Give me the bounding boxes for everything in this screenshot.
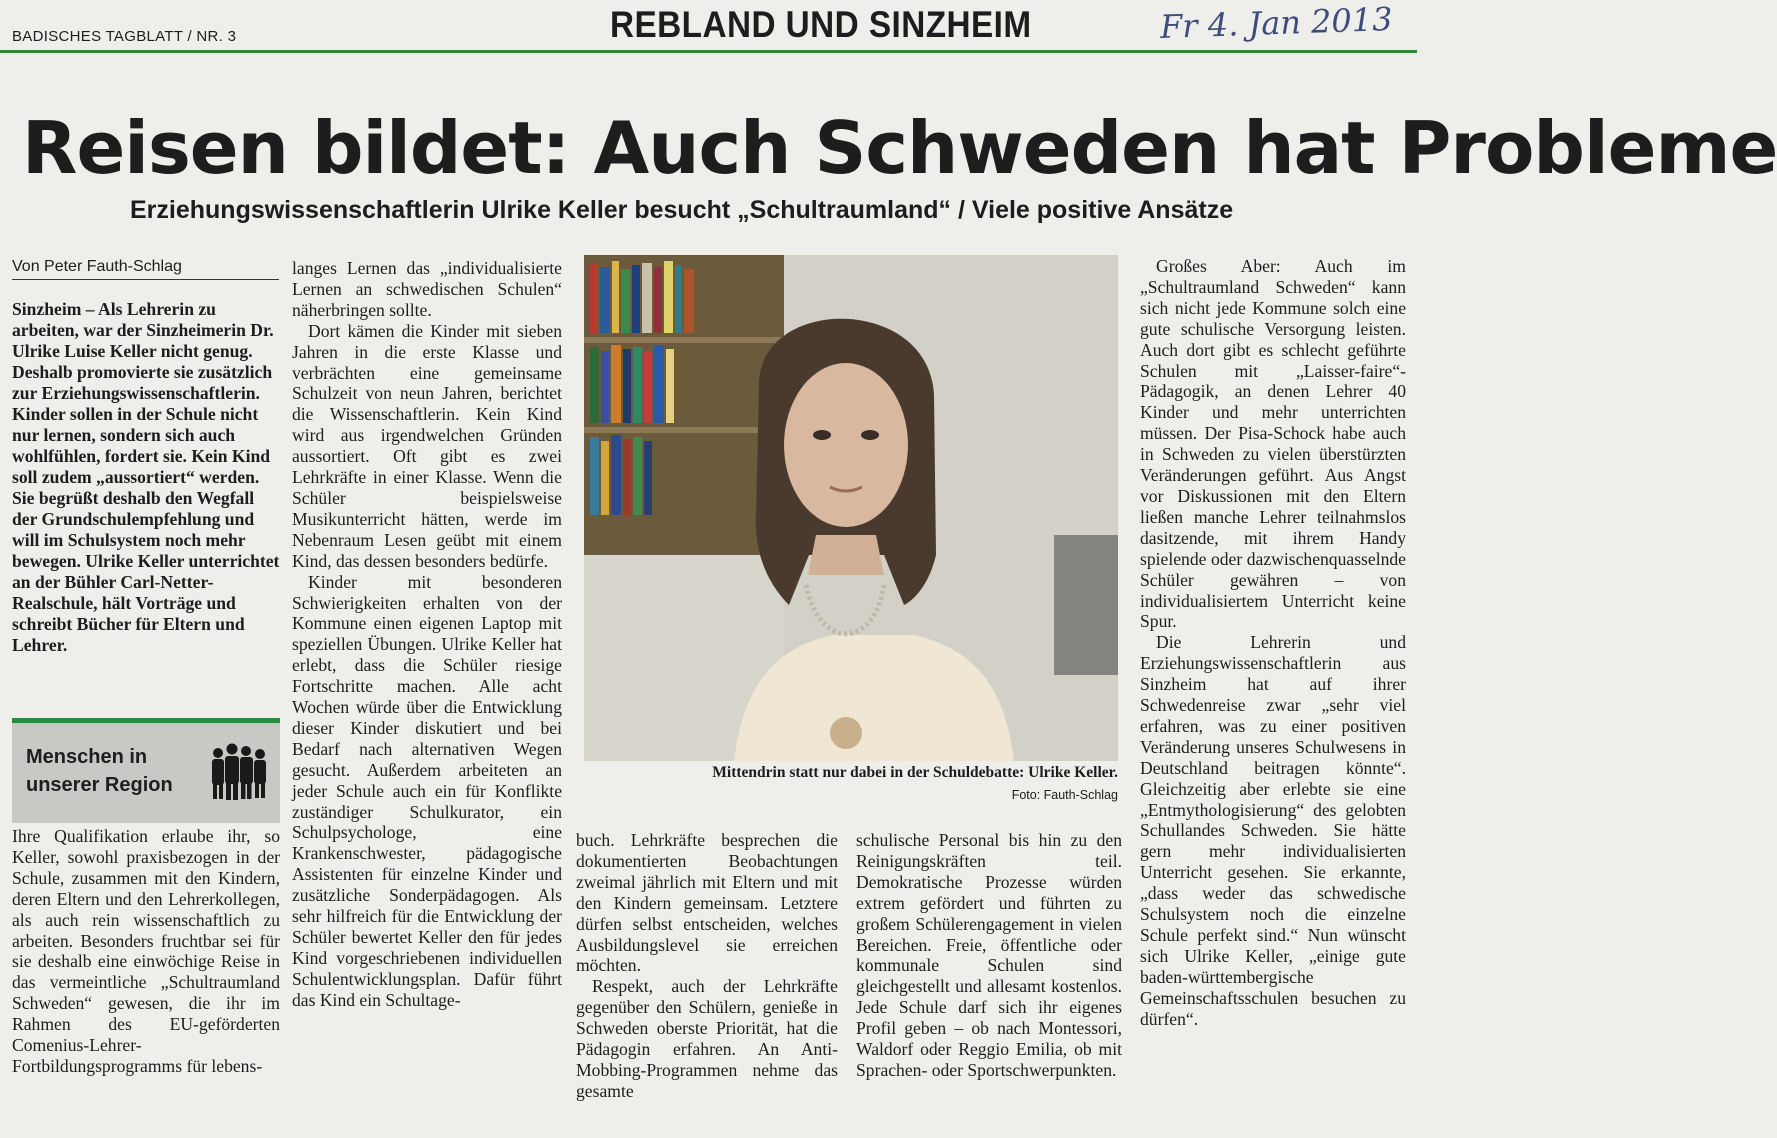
paragraph: Ihre Qualifikation erlaube ihr, so Keller, sowohl praxisbezogen in der Schule, zusammen mit den Kindern, deren Eltern und den Lehrerkollegen, als auch rein wissenschaftlich zu arbeiten. Besonders fruchtbar sei für sie deshalb eine einwöchige Reise in das vermeintliche „Schultraumland Schweden“ gewesen, die ihr im Rahmen des EU-geförderten Comenius-Lehrer-Fortbildungsprogramms für lebens- — [12, 826, 280, 1076]
paragraph: Respekt, auch der Lehrkräfte gegenüber den Schülern, genieße in Schweden oberste Priorität, hat die Pädagogin erfahren. An Anti-Mobbing-Programmen nehme das gesamte — [576, 976, 838, 1101]
byline: Von Peter Fauth-Schlag — [12, 258, 182, 275]
paragraph: Dort kämen die Kinder mit sieben Jahren in die erste Klasse und verbrächten eine gemeinsame Schulzeit von neun Jahren, berichtet die Wissenschaftlerin. Kein Kind wird aus irgendwelchen Gründen aussortiert. Oft gibt es zwei Lehrkräfte in einer Klasse. Wenn die Schüler beispielsweise Musikunterricht hätten, werde im Nebenraum Lesen geübt mit einem Kind, das dessen besonders bedürfe. — [292, 320, 562, 571]
people-group-icon — [208, 739, 270, 801]
byline-rule — [12, 279, 279, 280]
region-series-label — [26, 743, 173, 799]
headline: Reisen bildet: Auch Schweden hat Probleme — [22, 106, 1777, 190]
newspaper-name: BADISCHES TAGBLATT / NR. 3 — [12, 28, 237, 45]
paragraph: Kinder mit besonderen Schwierigkeiten erhalten von der Kommune einen eigenen Laptop mit speziellen Übungen. Ulrike Keller hat erlebt, dass die Schüler riesige Fortschritte machen. Alle acht Wochen würde über die Entwicklung dieser Kinder diskutiert und bei Bedarf nach alternativen Wegen gesucht. Außerdem arbeiteten an jeder Schule auch ein für Konflikte zuständiger Schulkurator, ein Schulpsychologe, eine Krankenschwester, pädagogische Assistenten für einzelne Kinder und zusätzliche Sonderpädagogen. Als sehr hilfreich für die Entwicklung der Schüler bewertet Keller den für jedes Kind vorgeschriebenen individuellen Schulentwicklungsplan. Dafür führt das Kind ein Schultage- — [292, 571, 562, 1010]
section-title: REBLAND UND SINZHEIM — [610, 4, 1032, 45]
handwritten-date: Fr 4. Jan 2013 — [1159, 0, 1394, 47]
photo-credit: Foto: Fauth-Schlag — [1011, 788, 1118, 802]
lead-paragraph: Sinzheim – Als Lehrerin zu arbeiten, war der Sinzheimerin Dr. Ulrike Luise Keller nicht genug. Deshalb promovierte sie zusätzlich zur Erziehungswissenschaftlerin. Kinder sollen in der Schule nicht nur lernen, sondern sich auch wohlfühlen, fordert sie. Kein Kind soll zudem „aussortiert“ werden. Sie begrüßt deshalb den Wegfall der Grundschulempfehlung und will im Schulsystem noch mehr bewegen. Ulrike Keller unterrichtet an der Bühler Carl-Netter-Realschule, hält Vorträge und schreibt Bücher für Eltern und Lehrer. — [12, 299, 280, 655]
subheadline: Erziehungswissenschaftlerin Ulrike Keller besucht „Schultraumland“ / Viele positive Ansätze — [130, 196, 1234, 224]
article-column-2 — [292, 258, 562, 1138]
article-column-4 — [856, 830, 1122, 1138]
article-column-5 — [1140, 256, 1406, 1138]
paragraph: schulische Personal bis hin zu den Reinigungskräften teil. Demokratische Prozesse würden extrem gefördert und führten zu großem Schülerengagement in vielen Bereichen. Freie, öffentliche oder kommunale Schulen sind gleichgestellt und allesamt kostenlos. Jede Schule darf sich ihr eigenes Profil geben – ob nach Montessori, Waldorf oder Reggio Emilia, ob mit Sprachen- oder Sportschwerpunkten. — [856, 830, 1122, 1080]
region-series-label-line-2: unserer Region — [26, 774, 173, 796]
paragraph: Die Lehrerin und Erziehungswissenschaftlerin aus Sinzheim hat auf ihrer Schwedenreise zwar „sehr viel erfahren, was zu einer positiven Veränderung unseres Schulwesens in Deutschland beitragen könnte“. Gleichzeitig aber erlebte sie eine „Entmythologisierung“ des gelobten Schullandes Schweden. Sie hätte gern mehr individualisierten Unterricht gesehen. Sie erkannte, „dass weder das schwedische Schulsystem noch die einzelne Schule perfekt sind.“ Nun wünscht sich Ulrike Keller, „einige gute baden-württembergische Gemeinschaftsschulen besuchen zu dürfen“. — [1140, 632, 1406, 1029]
paragraph: langes Lernen das „individualisierte Lernen an schwedischen Schulen“ näherbringen sollte. — [292, 258, 562, 320]
header-rule — [0, 50, 1417, 53]
paragraph: Großes Aber: Auch im „Schultraumland Schweden“ kann sich nicht jede Kommune solch eine gute schulische Versorgung leisten. Auch dort gibt es schlecht geführte Schulen mit „Laisser-faire“-Pädagogik, an denen Lehrer 40 Kinder und mehr unterrichten müssen. Der Pisa-Schock habe auch in Schweden zu vielen überstürzten Veränderungen geführt. Aus Angst vor Diskussionen mit den Eltern ließen manche Lehrer teilnahmslos dasitzende, mit ihrem Handy spielende oder dazwischenquasselnde Schüler gewähren – von individualisiertem Unterricht keine Spur. — [1140, 256, 1406, 632]
portrait-photo — [584, 255, 1118, 761]
article-column-1 — [12, 826, 280, 1138]
photo-caption: Mittendrin statt nur dabei in der Schuldebatte: Ulrike Keller. — [712, 764, 1118, 781]
region-series-label-line-1: Menschen in — [26, 746, 148, 768]
article-column-3 — [576, 830, 838, 1138]
paragraph: buch. Lehrkräfte besprechen die dokumentierten Beobachtungen zweimal jährlich mit Eltern und mit den Kindern gemeinsam. Letztere dürfen selbst entscheiden, welches Ausbildungslevel sie erreichen möchten. — [576, 830, 838, 976]
region-series-box — [12, 718, 280, 823]
